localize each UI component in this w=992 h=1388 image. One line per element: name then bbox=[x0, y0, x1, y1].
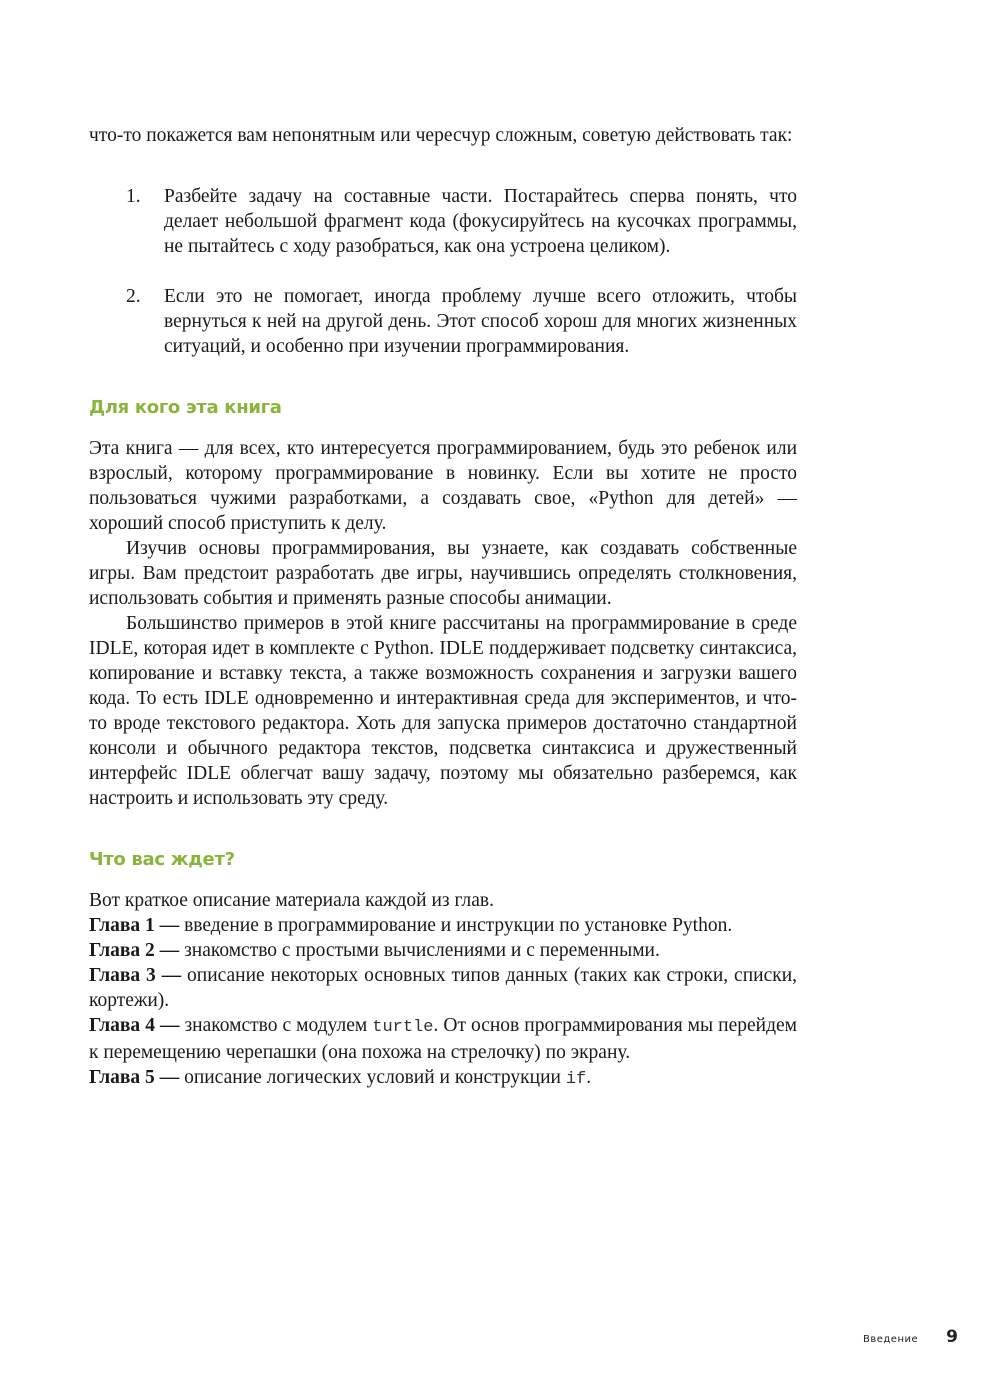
chapter-text: знакомство с модулем bbox=[179, 1015, 373, 1036]
paragraph: Большинство примеров в этой книге рассчитаны на программирование в среде IDLE, которая идет в комплекте с Python. IDLE поддерживает подсветку синтаксиса, копирование и вставку текста, а также возможность сохранения и загрузки вашего кода. То есть IDLE одновременно и интерактивная среда для экспериментов, и что-то вроде текстового редактора. Хоть для запуска примеров достаточно стандартной консоли и обычного редактора текстов, подсветка синтаксиса и дружественный интерфейс IDLE облегчат вашу задачу, поэтому мы обязательно разберемся, как настроить и использовать эту среду. bbox=[89, 613, 797, 809]
inline-code: turtle bbox=[372, 1018, 434, 1037]
page-body bbox=[89, 123, 797, 1092]
list-item bbox=[89, 284, 797, 359]
chapter-summary bbox=[89, 913, 797, 938]
chapter-text: . От основ программирования мы перейдем к перемещению черепашки (она похожа на стрелочку) по экрану. bbox=[89, 1015, 797, 1063]
list-item bbox=[89, 184, 797, 259]
chapter-summary bbox=[89, 938, 797, 963]
chapter-label: Глава 4 — bbox=[89, 1015, 180, 1036]
chapter-text: введение в программирование и инструкции по установке Python. bbox=[179, 915, 733, 936]
chapter-text: знакомство с простыми вычислениями и с переменными. bbox=[179, 940, 660, 961]
page-number: 9 bbox=[946, 1327, 958, 1347]
paragraph: Эта книга — для всех, кто интересуется программированием, будь это ребенок или взрослый, которому программирование в новинку. Если вы хотите не просто пользоваться чужими разработками, а создавать свое, «Python для детей» — хороший способ приступить к делу. bbox=[89, 438, 797, 534]
running-footer-section: Введение bbox=[862, 1334, 919, 1345]
chapter-label: Глава 3 — bbox=[89, 965, 182, 986]
numbered-list bbox=[89, 184, 797, 359]
chapter-label: Глава 2 — bbox=[89, 940, 180, 961]
chapter-label: Глава 5 — bbox=[89, 1067, 180, 1088]
list-item-text: Если это не помогает, иногда проблему лучше всего отложить, чтобы вернуться к ней на другой день. Этот способ хорош для многих жизненных ситуаций, и особенно при изучении программирования. bbox=[164, 286, 797, 357]
section-heading-audience: Для кого эта книга bbox=[89, 397, 282, 418]
paragraph: Изучив основы программирования, вы узнаете, как создавать собственные игры. Вам предстоит разработать две игры, научившись определять столкновения, использовать события и применять разные способы анимации. bbox=[89, 538, 797, 609]
chapters-lead: Вот краткое описание материала каждой из глав. bbox=[89, 890, 494, 911]
chapter-summary bbox=[89, 1013, 797, 1065]
chapter-label: Глава 1 — bbox=[89, 915, 180, 936]
page-footer bbox=[863, 1327, 958, 1347]
inline-code: if bbox=[565, 1070, 587, 1089]
chapter-text: описание логических условий и конструкции bbox=[179, 1067, 566, 1088]
list-item-text: Разбейте задачу на составные части. Постарайтесь сперва понять, что делает небольшой фрагмент кода (фокусируйтесь на кусочках программы, не пытайтесь с ходу разобраться, как она устроена целиком). bbox=[164, 186, 797, 257]
chapter-summary bbox=[89, 1065, 797, 1092]
intro-paragraph: что-то покажется вам непонятным или чересчур сложным, советую действовать так: bbox=[89, 125, 793, 146]
list-number: 2. bbox=[126, 286, 141, 307]
chapter-text: . bbox=[586, 1067, 592, 1088]
chapter-summary bbox=[89, 963, 797, 1013]
chapter-text: описание некоторых основных типов данных (таких как строки, списки, кортежи). bbox=[89, 965, 798, 1011]
section-heading-contents: Что вас ждет? bbox=[89, 849, 235, 870]
list-number: 1. bbox=[126, 186, 141, 207]
